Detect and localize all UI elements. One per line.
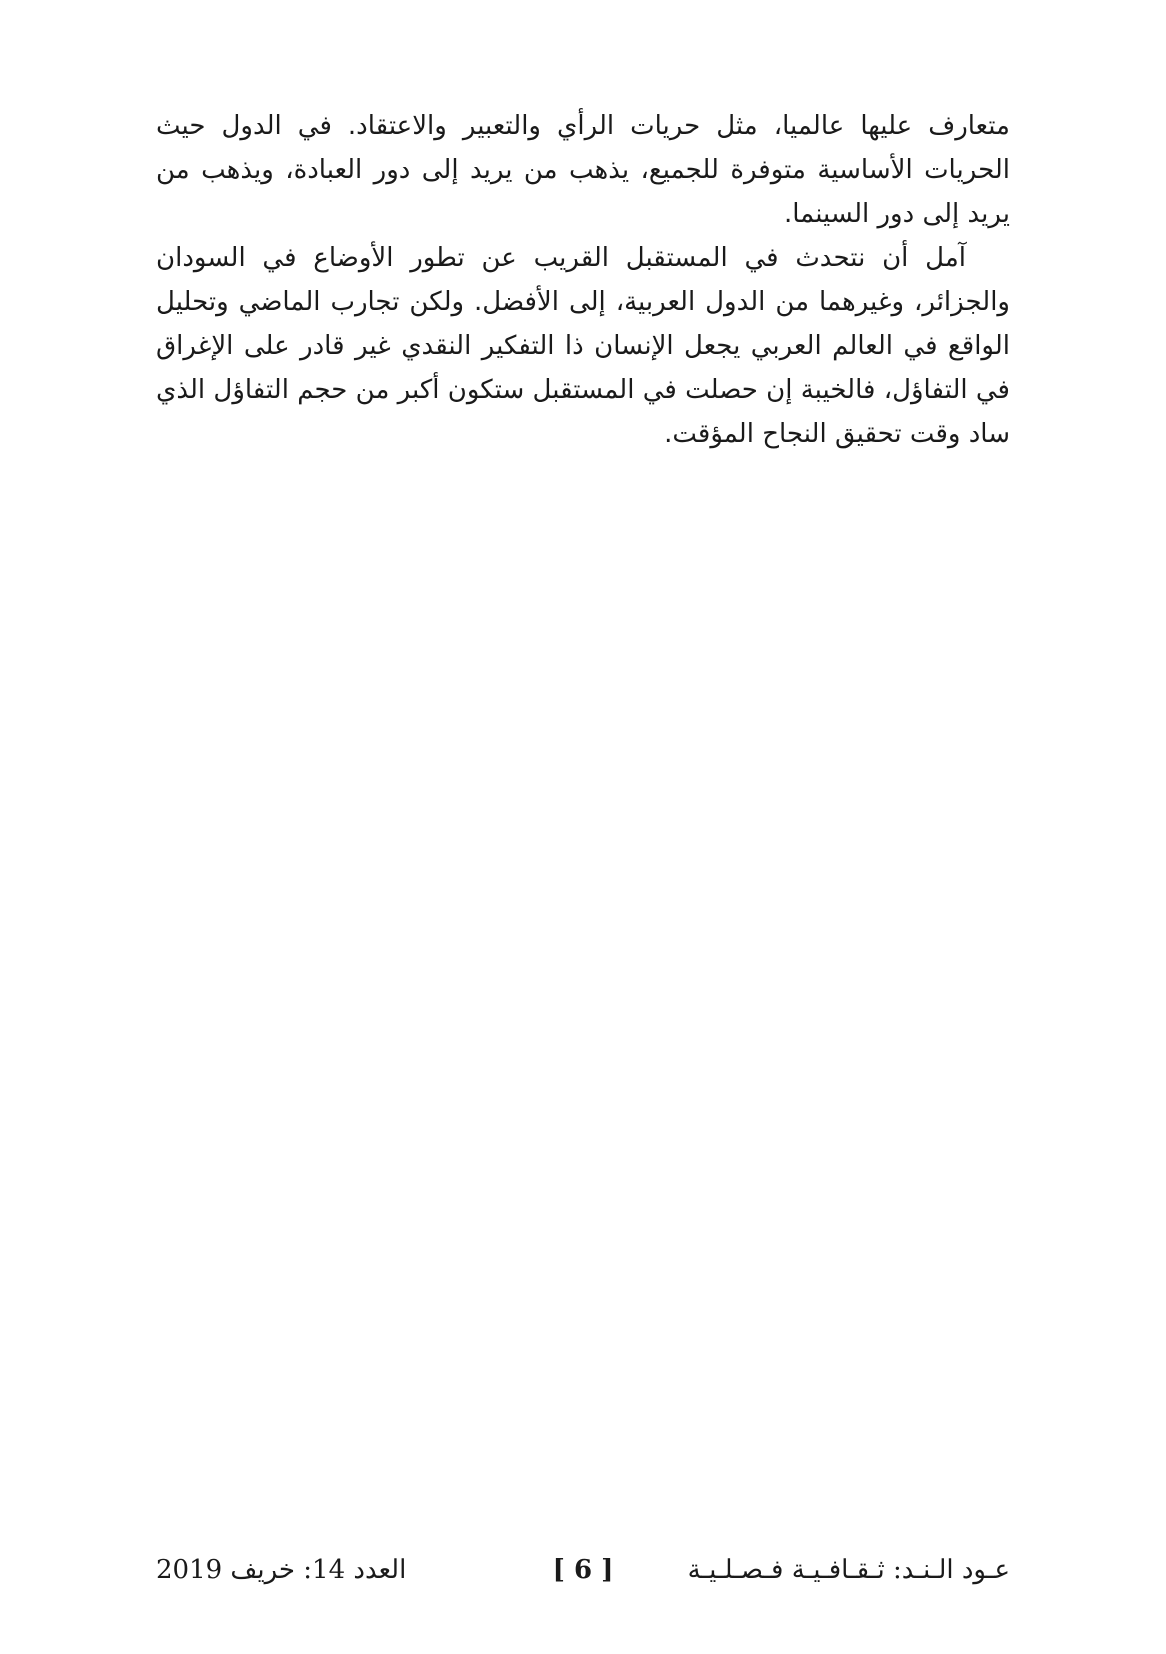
page-footer [156, 1548, 1010, 1592]
article-body [156, 104, 1010, 456]
journal-title: عـود الـنـد: ثـقـافـيـة فـصـلـيـة [687, 1555, 1010, 1585]
paragraph-hope: آمل أن نتحدث في المستقبل القريب عن تطور الأوضاع في السودان والجزائر، وغيرهما من الدول العربية، إلى الأفضل. ولكن تجارب الماضي وتحليل الواقع في العالم العربي يجعل الإنسان ذا التفكير النقدي غير قادر على الإغراق في التفاؤل، فالخيبة إن حصلت في المستقبل ستكون أكبر من حجم التفاؤل الذي ساد وقت تحقيق النجاح المؤقت. [156, 243, 1010, 449]
paragraph-continuation: متعارف عليها عالميا، مثل حريات الرأي والتعبير والاعتقاد. في الدول حيث الحريات الأساسية متوفرة للجميع، يذهب من يريد إلى دور العبادة، ويذهب من يريد إلى دور السينما. [156, 111, 1010, 229]
page-number: [ 6 ] [552, 1555, 614, 1585]
issue-label: العدد 14: خريف 2019 [156, 1555, 407, 1585]
